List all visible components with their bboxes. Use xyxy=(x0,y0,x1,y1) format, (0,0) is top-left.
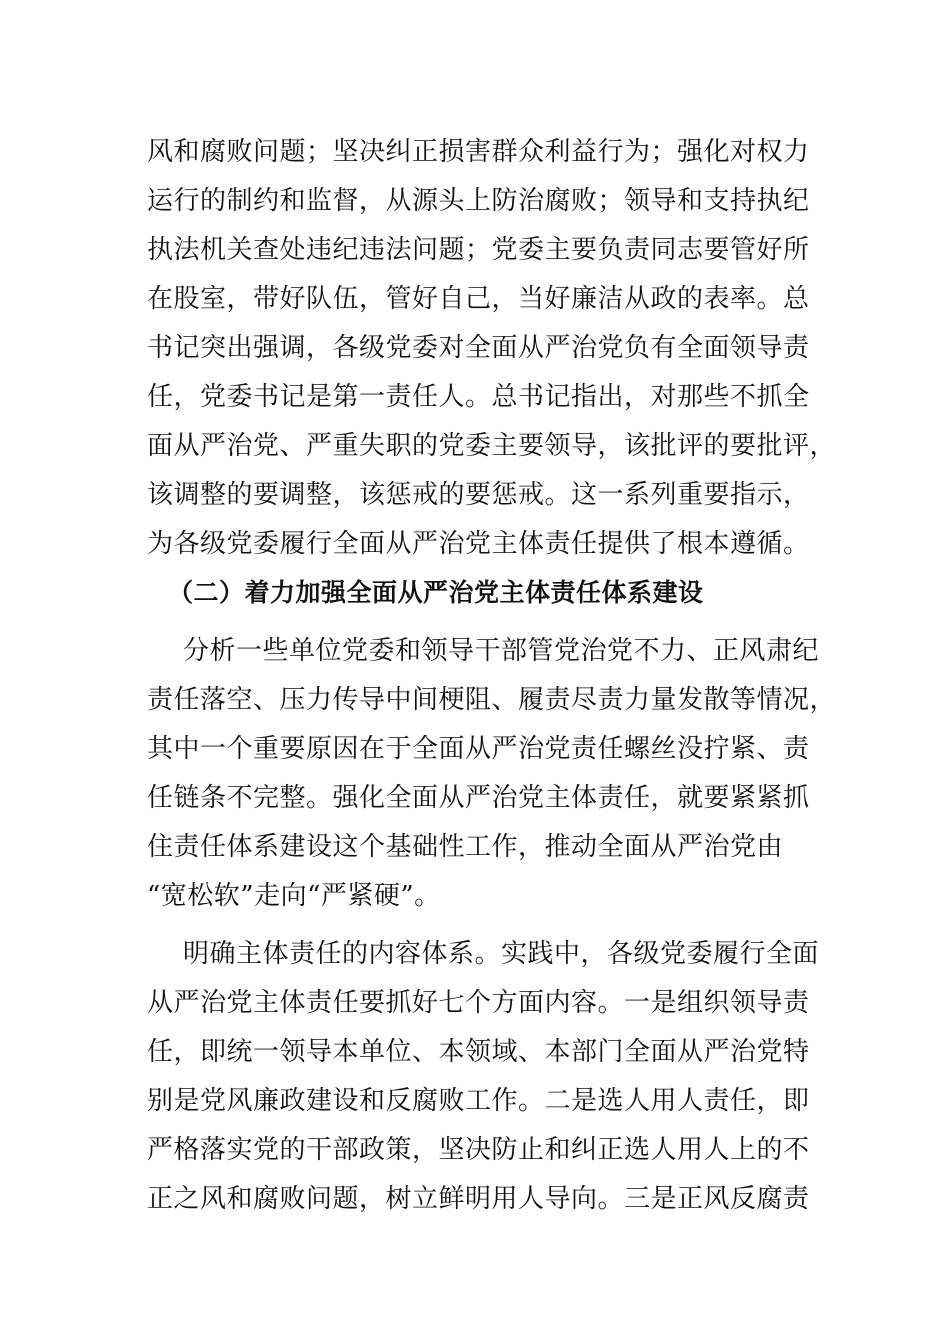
body-line: 面从严治党、严重失职的党委主要领导，该批评的要批评， xyxy=(147,431,837,461)
body-line: 从严治党主体责任要抓好七个方面内容。一是组织领导责 xyxy=(147,988,810,1018)
body-line: 风和腐败问题；坚决纠正损害群众利益行为；强化对权力 xyxy=(147,137,810,167)
body-line: 分析一些单位党委和领导干部管党治党不力、正风肃纪 xyxy=(183,636,820,666)
body-line: 为各级党委履行全面从严治党主体责任提供了根本遵循。 xyxy=(147,529,810,559)
body-line: 书记突出强调，各级党委对全面从严治党负有全面领导责 xyxy=(147,333,810,363)
body-line: 住责任体系建设这个基础性工作，推动全面从严治党由 xyxy=(147,832,784,862)
body-line: 任链条不完整。强化全面从严治党主体责任，就要紧紧抓 xyxy=(147,783,810,813)
body-line: 在股室，带好队伍，管好自己，当好廉洁从政的表率。总 xyxy=(147,284,810,314)
body-line: 运行的制约和监督，从源头上防治腐败；领导和支持执纪 xyxy=(147,186,810,216)
body-line: 任，即统一领导本单位、本领域、本部门全面从严治党特 xyxy=(147,1037,810,1067)
body-line: 严格落实党的干部政策，坚决防止和纠正选人用人上的不 xyxy=(147,1135,810,1165)
body-line: 该调整的要调整，该惩戒的要惩戒。这一系列重要指示， xyxy=(147,480,810,510)
body-line: “宽松软”走向“严紧硬”。 xyxy=(147,881,441,911)
body-line: 任，党委书记是第一责任人。总书记指出，对那些不抓全 xyxy=(147,382,810,412)
section-heading: （二）着力加强全面从严治党主体责任体系建设 xyxy=(168,578,704,607)
body-line: 明确主体责任的内容体系。实践中，各级党委履行全面 xyxy=(183,939,820,969)
body-line: 执法机关查处违纪违法问题；党委主要负责同志要管好所 xyxy=(147,235,810,265)
body-line: 别是党风廉政建设和反腐败工作。二是选人用人责任，即 xyxy=(147,1086,810,1116)
body-line: 正之风和腐败问题，树立鲜明用人导向。三是正风反腐责 xyxy=(147,1184,810,1214)
body-line: 责任落空、压力传导中间梗阻、履责尽责力量发散等情况， xyxy=(147,685,837,715)
body-line: 其中一个重要原因在于全面从严治党责任螺丝没拧紧、责 xyxy=(147,734,810,764)
